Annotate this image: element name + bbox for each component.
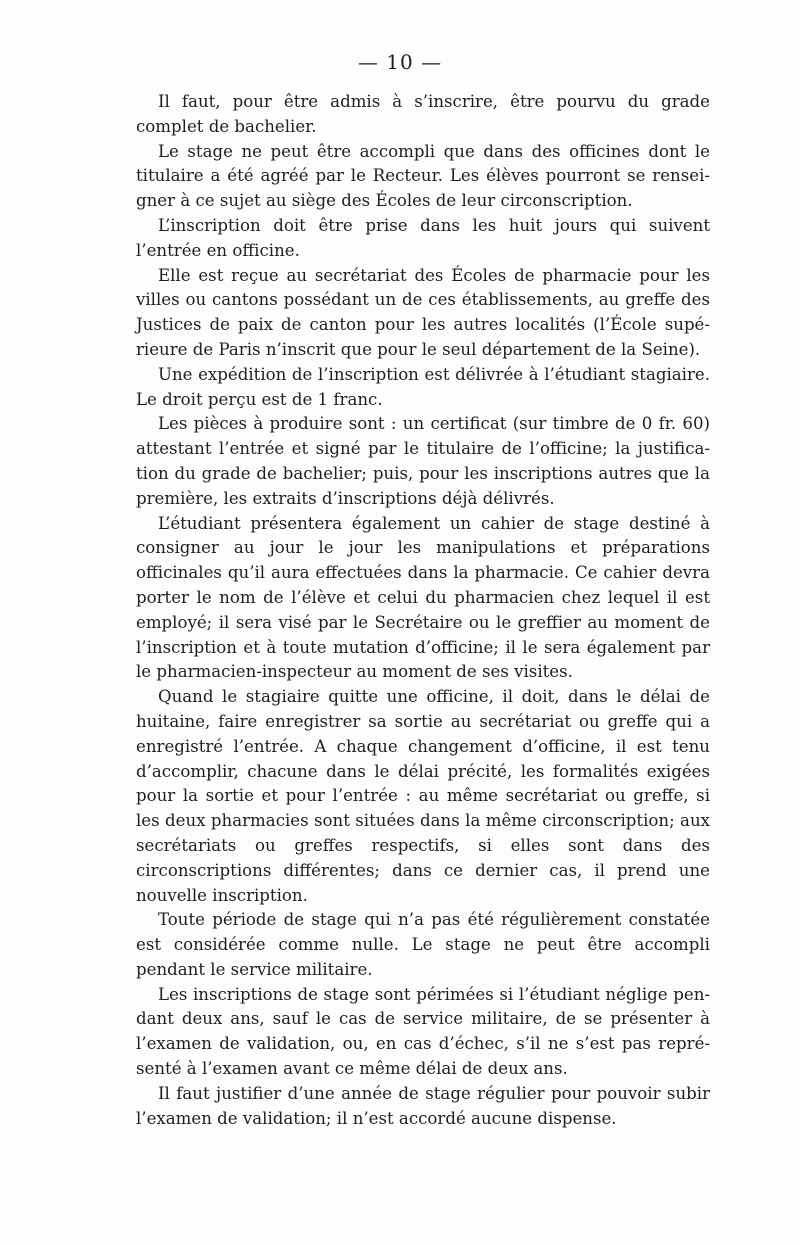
paragraph: Quand le stagiaire quitte une officine, il doit, dans le délai de huitaine, faire enregistrer sa sortie au secrétariat ou greffe qui a enregistré l’entrée. A chaque changement d’officine, il est tenu d’accomplir, chacune dans le délai précité, les formalités exigées pour la sortie et pour l’entrée : au même secrétariat ou greffe, si les deux pharmacies sont situées dans la même circonscription; aux secrétariats ou greffes respectifs, si elles sont dans des circonscriptions différentes; dans ce dernier cas, il prend une nouvelle inscription. <box>136 687 710 905</box>
paragraph: Le stage ne peut être accompli que dans des officines dont le titulaire a été agréé par le Recteur. Les élèves pourront se renseigner à ce sujet au siège des Écoles de leur circonscription. <box>136 141 710 211</box>
paragraph: Une expédition de l’inscription est délivrée à l’étudiant stagiaire. Le droit perçu est de 1 franc. <box>136 364 710 409</box>
paragraph: L’étudiant présentera également un cahier de stage destiné à consigner au jour le jour les manipulations et préparations officinales qu’il aura effectuées dans la pharmacie. Ce cahier devra porter le nom de l’élève et celui du pharmacien chez lequel il est employé; il sera visé par le Secrétaire ou le greffier au moment de l’inscription et à toute mutation d’officine; il le sera également par le pharmacien-inspecteur au moment de ses visites. <box>136 513 710 682</box>
paragraph: Toute période de stage qui n’a pas été régulièrement constatée est considérée comme nulle. Le stage ne peut être accompli pendant le service militaire. <box>136 910 710 979</box>
paragraph: Les pièces à produire sont : un certificat (sur timbre de 0 fr. 60) attestant l’entrée et signé par le titulaire de l’officine; la justification du grade de bachelier; puis, pour les inscriptions autres que la première, les extraits d’inscriptions déjà délivrés. <box>136 414 710 508</box>
paragraph: Il faut, pour être admis à s’inscrire, être pourvu du grade complet de bachelier. <box>136 92 710 136</box>
paragraph: Elle est reçue au secrétariat des Écoles de pharmacie pour les villes ou cantons possédant un de ces établissements, au greffe des Justices de paix de canton pour les autres localités (l’École supérieure de Paris n’inscrit que pour le seul département de la Seine). <box>136 265 710 359</box>
paragraph: Il faut justifier d’une année de stage régulier pour pouvoir subir l’examen de validation; il n’est accordé aucune dispense. <box>136 1083 710 1128</box>
page-number: — 10 — <box>357 50 443 74</box>
body-text <box>136 90 710 1131</box>
paragraph: L’inscription doit être prise dans les huit jours qui suivent l’entrée en officine. <box>136 215 710 260</box>
paragraph: Les inscriptions de stage sont périmées si l’étudiant néglige pendant deux ans, sauf le cas de service militaire, de se présenter à l’examen de validation, ou, en cas d’échec, s’il ne s’est pas représenté à l’examen avant ce même délai de deux ans. <box>136 984 710 1079</box>
